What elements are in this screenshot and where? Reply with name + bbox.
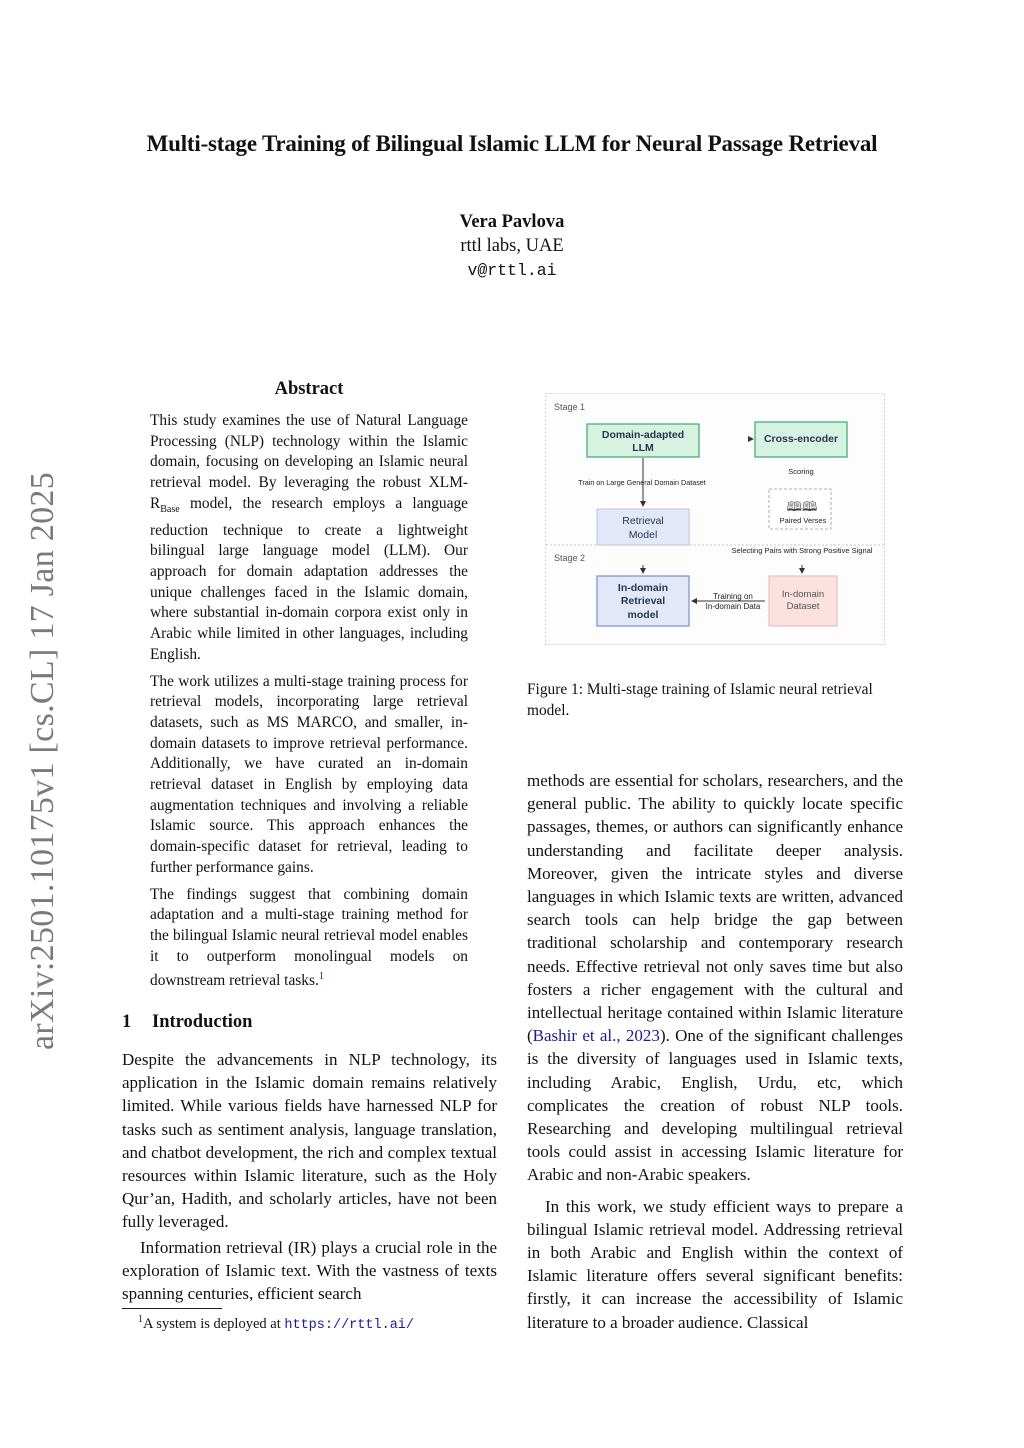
selecting-pairs-label: Selecting Pairs with Strong Positive Signal bbox=[731, 546, 873, 555]
author-email[interactable]: v@rttl.ai bbox=[467, 261, 557, 280]
author-affiliation: rttl labs, UAE bbox=[460, 236, 564, 256]
author-name: Vera Pavlova bbox=[459, 212, 565, 232]
paired-verses-label: Paired Verses bbox=[779, 516, 827, 525]
footnote-link[interactable]: https://rttl.ai/ bbox=[284, 1317, 414, 1333]
indomain-dataset-label-1: In-domain bbox=[781, 589, 825, 600]
abstract-heading: Abstract bbox=[274, 379, 344, 399]
paper-title: Multi-stage Training of Bilingual Islamic LLM for Neural Passage Retrieval bbox=[146, 131, 878, 156]
train-general-label: Train on Large General Domain Dataset bbox=[578, 478, 706, 487]
indomain-model-label-2: Retrieval bbox=[620, 595, 666, 607]
footnote-rule bbox=[122, 1308, 222, 1309]
llm-label-2: LLM bbox=[632, 442, 654, 454]
stage-1-label: Stage 1 bbox=[554, 402, 586, 412]
intro-paragraph-3: methods are essential for scholars, researchers, and the general public. The ability to quickly locate specific passages, themes, or authors can significantly enhance understanding and facilitate deeper analysis. Moreover, given the intricate styles and diverse languages in which Islamic texts are written, advanced search tools can help bridge the gap between traditional scholarship and contemporary research needs. Effective retrieval not only saves time but also fosters a richer engagement with the cultural and intellectual heritage contained within Islamic literature (Bashir et al., 2023). One of the significant challenges is the diversity of languages used in Islamic texts, including Arabic, English, Urdu, etc, which complicates the creation of robust NLP tools. Researching and developing multilingual retrieval tools could assist in accessing Islamic literature for Arabic and non-Arabic speakers. bbox=[527, 771, 904, 1185]
abstract-paragraph-3: The findings suggest that combining domain adaptation and a multi-stage training method for the bilingual Islamic neural retrieval model enables it to outperform monolingual models on downstream retrieval tasks.$^1$ bbox=[150, 885, 468, 990]
figure-caption: Figure 1: Multi-stage training of Islamic neural retrieval model. bbox=[527, 681, 873, 719]
indomain-model-label-1: In-domain bbox=[617, 582, 669, 594]
footnote-ref[interactable]: 1 bbox=[318, 971, 324, 983]
indomain-dataset-label-2: Dataset bbox=[786, 601, 820, 612]
abstract-body bbox=[150, 411, 468, 998]
abstract-paragraph-2: The work utilizes a multi-stage training process for retrieval models, incorporating large retrieval datasets, such as MS MARCO, and smaller, in-domain datasets to improve retrieval performance. Additionally, we have curated an in-domain retrieval dataset in English by employing data augmentation techniques and involving a reliable Islamic source. This approach enhances the domain-specific dataset for retrieval, leading to further performance gains. bbox=[150, 672, 468, 876]
book-icon: 🕮🕮 bbox=[786, 499, 818, 514]
cross-encoder-label: Cross-encoder bbox=[763, 433, 839, 445]
intro-paragraph-1: Despite the advancements in NLP technology, its application in the Islamic domain remains relatively limited. While various fields have harnessed NLP for tasks such as sentiment analysis, language translation, and chatbot development, the rich and complex textual resources within Islamic literature, such as the Holy Qur’an, Hadith, and scholarly articles, have not been fully leveraged. bbox=[122, 1050, 497, 1232]
citation-bashir[interactable]: Bashir et al., 2023 bbox=[532, 1026, 660, 1046]
training-label-1: Training on bbox=[713, 592, 753, 601]
intro-paragraph-4: In this work, we study efficient ways to prepare a bilingual Islamic retrieval model. Addressing retrieval in both Arabic and English within the context of Islamic literature offers several significant benefits: firstly, it can increase the accessibility of Islamic literature to a broader audience. Classical bbox=[527, 1196, 903, 1332]
intro-paragraph-2: Information retrieval (IR) plays a crucial role in the exploration of Islamic text. With the vastness of texts spanning centuries, efficient search bbox=[122, 1237, 497, 1304]
figure-1-diagram bbox=[545, 393, 885, 645]
footnote: $^1$A system is deployed at https://rttl.ai/ bbox=[138, 1314, 414, 1333]
indomain-model-label-3: model bbox=[627, 609, 659, 621]
abstract-paragraph-1: This study examines the use of Natural Language Processing (NLP) technology within the Islamic domain, focusing on developing an Islamic neural retrieval model. By leveraging the robust XLM-$R_{Base}$ model, the research employs a language reduction technique to create a lightweight bilingual large language model (LLM). Our approach for domain adaptation addresses the unique challenges faced in the Islamic domain, where substantial in-domain corpora exist only in Arabic while limited in other languages, including English. bbox=[150, 412, 468, 663]
section-heading-introduction: 1 Introduction bbox=[122, 1012, 253, 1032]
retrieval-model-label-2: Model bbox=[628, 529, 658, 541]
training-label-2: In-domain Data bbox=[705, 602, 761, 611]
retrieval-model-label-1: Retrieval bbox=[622, 515, 664, 527]
scoring-label: Scoring bbox=[788, 467, 814, 476]
stage-2-label: Stage 2 bbox=[554, 553, 586, 563]
intro-left-column bbox=[122, 1048, 497, 1305]
intro-right-column bbox=[527, 769, 903, 1334]
llm-label-1: Domain-adapted bbox=[601, 429, 685, 441]
arxiv-stamp: arXiv:2501.10175v1 [cs.CL] 17 Jan 2025 bbox=[24, 472, 61, 1050]
